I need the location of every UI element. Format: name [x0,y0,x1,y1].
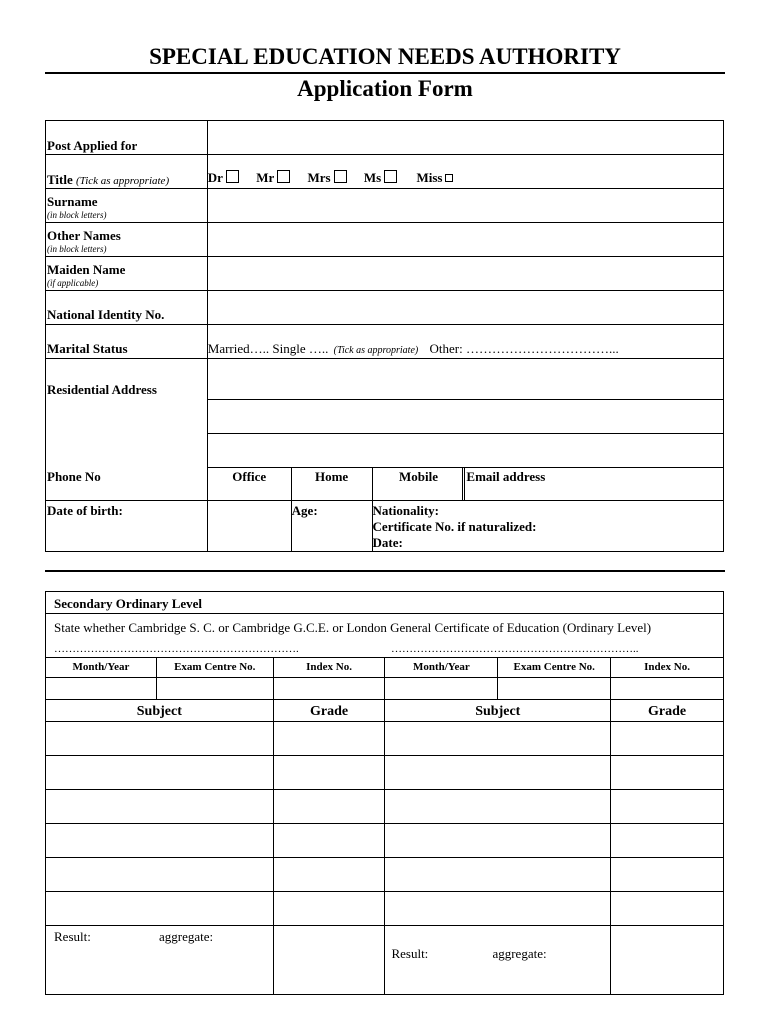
result-label-left: Result: [54,929,91,944]
month-year-right: Month/Year [412,661,470,673]
subject-row[interactable] [385,892,611,926]
title-dr-checkbox[interactable] [226,170,239,183]
surname-hint: (in block letters) [47,210,107,220]
title-mrs-checkbox[interactable] [334,170,347,183]
index-no-left-field[interactable] [273,678,385,700]
grade-cell[interactable] [611,824,724,858]
post-applied-label: Post Applied for [47,138,138,153]
title-mr-checkbox[interactable] [277,170,290,183]
title-ms-label: Ms [363,170,382,185]
subject-row[interactable] [385,824,611,858]
index-no-right: Index No. [644,661,690,673]
address-line-1[interactable] [207,359,723,400]
marital-options[interactable]: Married….. Single ….. [207,341,329,356]
index-no-left: Index No. [306,661,352,673]
result-grade-right[interactable] [611,926,724,995]
date-label: Date: [372,535,403,550]
grade-cell[interactable] [611,892,724,926]
subject-row[interactable] [385,722,611,756]
title-dr-label: Dr [207,170,223,185]
title-label: Title [47,172,73,187]
index-no-right-field[interactable] [611,678,724,700]
grade-cell[interactable] [273,722,385,756]
title-ms-checkbox[interactable] [384,170,397,183]
phone-label: Phone No [47,468,101,484]
grade-cell[interactable] [611,756,724,790]
grade-cell[interactable] [273,790,385,824]
title-hint: (Tick as appropriate) [76,175,170,187]
title-miss-checkbox[interactable] [445,174,453,182]
aggregate-label-right: aggregate: [492,946,547,961]
header-rule [45,72,725,74]
subject-row[interactable] [385,756,611,790]
phone-home-label: Home [314,469,349,484]
address-line-2[interactable] [207,400,723,434]
subject-row[interactable] [46,722,274,756]
certificate-label: Certificate No. if naturalized: [372,519,537,534]
form-title: Application Form [297,76,473,101]
subject-row[interactable] [46,790,274,824]
exam-centre-left: Exam Centre No. [174,661,256,673]
authority-title: SPECIAL EDUCATION NEEDS AUTHORITY [149,44,621,69]
exam-centre-right: Exam Centre No. [513,661,595,673]
post-applied-field[interactable] [207,121,723,155]
subject-row[interactable] [385,858,611,892]
grade-cell[interactable] [273,858,385,892]
subject-header-left: Subject [136,704,182,719]
secondary-heading: Secondary Ordinary Level [54,596,203,611]
age-label: Age: [291,503,318,518]
nationality-label: Nationality: [372,503,439,518]
exam-type-right-field[interactable]: ………………………………………………………….. [390,642,639,655]
title-miss-label: Miss [416,170,443,185]
grade-cell[interactable] [273,824,385,858]
result-grade-left[interactable] [273,926,385,995]
subject-row[interactable] [46,756,274,790]
subject-row[interactable] [46,892,274,926]
surname-label: Surname [47,194,98,209]
grade-header-left: Grade [309,704,349,719]
dob-label: Date of birth: [47,503,123,518]
subject-header-right: Subject [475,704,521,719]
nid-label: National Identity No. [47,307,165,322]
grade-cell[interactable] [611,722,724,756]
nid-field[interactable] [207,291,723,325]
grade-cell[interactable] [273,756,385,790]
email-label: Email address [466,469,546,484]
marital-status-label: Marital Status [47,341,128,356]
address-line-3[interactable] [207,434,723,468]
month-year-left: Month/Year [72,661,130,673]
title-mrs-label: Mrs [307,170,331,185]
marital-other[interactable]: Other: ……………………………... [429,341,619,356]
subject-row[interactable] [46,858,274,892]
grade-cell[interactable] [611,790,724,824]
result-label-right: Result: [391,946,429,961]
secondary-level-table [45,591,724,995]
exam-centre-left-field[interactable] [156,678,273,700]
subject-row[interactable] [46,824,274,858]
title-mr-label: Mr [256,170,275,185]
address-label: Residential Address [47,382,157,397]
post-applied-label-cell [46,121,208,155]
maiden-name-label: Maiden Name [47,262,126,277]
other-names-field[interactable] [207,223,723,257]
dob-field[interactable] [207,501,291,552]
grade-cell[interactable] [611,858,724,892]
other-names-label: Other Names [47,228,121,243]
month-year-left-field[interactable] [46,678,157,700]
secondary-instruction: State whether Cambridge S. C. or Cambridge G.C.E. or London General Certificate of Education (Ordinary Level) [54,620,652,635]
personal-details-table [45,120,724,552]
subject-row[interactable] [385,790,611,824]
grade-header-right: Grade [648,704,687,719]
maiden-name-field[interactable] [207,257,723,291]
marital-hint: (Tick as appropriate) [333,345,419,356]
other-names-hint: (in block letters) [47,244,107,254]
exam-type-left-field[interactable]: …………………………………………………………. [54,642,299,655]
aggregate-label-left: aggregate: [159,929,214,944]
surname-field[interactable] [207,189,723,223]
exam-centre-right-field[interactable] [498,678,611,700]
maiden-name-hint: (if applicable) [47,278,99,288]
month-year-right-field[interactable] [385,678,498,700]
phone-office-label: Office [232,469,267,484]
section-rule [45,570,725,572]
phone-mobile-label: Mobile [398,469,438,484]
grade-cell[interactable] [273,892,385,926]
